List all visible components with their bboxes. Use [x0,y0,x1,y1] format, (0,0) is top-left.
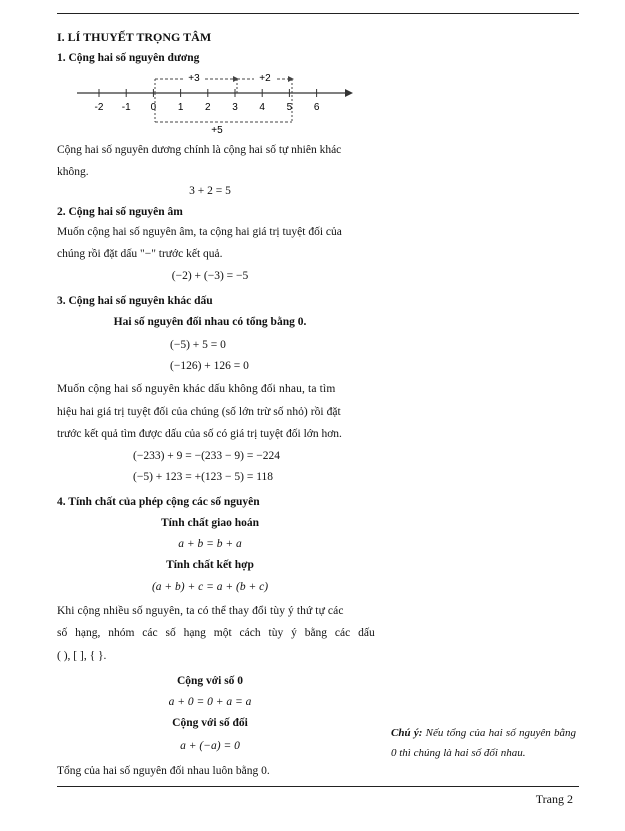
number-line-tick-label: -1 [121,102,131,113]
sec3-para-line2: hiệu hai giá trị tuyệt đối của chúng (số lớn trừ số nhỏ) rồi đặt [57,406,341,418]
sec3-formula1: (−5) + 5 = 0 [170,339,226,351]
sec2-title: 2. Cộng hai số nguyên âm [57,206,183,218]
top-rule [57,13,579,14]
side-note-label: Chú ý: [391,727,423,739]
sec4-title: 4. Tính chất của phép cộng các số nguyên [57,496,260,508]
sec4-para-line3: ( ), [ ], { }. [57,650,107,662]
number-line-tick-label: 1 [177,102,184,113]
prop1-title: Tính chất giao hoán [160,517,260,529]
sec3-subtitle: Hai số nguyên đối nhau có tổng bằng 0. [113,316,307,328]
sec3-formula2: (−126) + 126 = 0 [170,360,249,372]
sec1-para-line2: không. [57,166,89,178]
number-line-tick-label: 4 [259,102,265,113]
number-line-tick-label: 5 [286,102,293,113]
number-line-arrow [345,89,353,97]
prop4-formula: a + (−a) = 0 [180,740,240,752]
sec3-formula4: (−5) + 123 = +(123 − 5) = 118 [133,471,274,483]
prop3-title: Cộng với số 0 [176,675,244,687]
sec3-para-line3: trước kết quả tìm được dấu của số có giá trị tuyệt đối lớn hơn. [57,428,342,440]
sec2-para-line1: Muốn cộng hai số nguyên âm, ta cộng hai giá trị tuyệt đối của [57,226,342,238]
sec1-formula: 3 + 2 = 5 [189,185,231,197]
sec2-formula: (−2) + (−3) = −5 [171,270,249,282]
number-line-tick-label: 6 [313,102,320,113]
section-heading: I. LÍ THUYẾT TRỌNG TÂM [57,30,212,44]
prop4-title: Cộng với số đối [172,717,248,729]
number-line-tick-label: 3 [232,102,238,113]
side-note-text: Nếu tổng của hai số nguyên bằng 0 thì chúng là hai số đối nhau. [391,727,576,759]
label-plus5: +5 [211,125,223,136]
label-plus3: +3 [188,73,200,84]
number-line-tick-label: -2 [94,102,104,113]
number-line-tick-label: 0 [150,102,157,113]
sec1-para-line1: Cộng hai số nguyên dương chính là cộng hai số tự nhiên khác [57,144,342,156]
prop1-formula: a + b = b + a [178,538,242,550]
prop2-title: Tính chất kết hợp [166,559,254,571]
sec4-closing: Tổng của hai số nguyên đối nhau luôn bằng 0. [57,765,270,777]
number-line-figure [77,70,353,136]
bottom-rule [57,786,579,787]
label-plus2: +2 [259,73,271,84]
sec1-title: 1. Cộng hai số nguyên dương [57,52,200,64]
number-line-tick-label: 2 [205,102,211,113]
sec3-title: 3. Cộng hai số nguyên khác dấu [57,295,213,307]
sec3-para-line1: Muốn cộng hai số nguyên khác dấu không đối nhau, ta tìm [57,383,336,395]
sec4-para-line1: Khi cộng nhiều số nguyên, ta có thể thay đổi tùy ý thứ tự các [57,605,344,617]
sec2-para-line2: chúng rồi đặt dấu "−" trước kết quả. [57,248,223,260]
prop2-formula: (a + b) + c = a + (b + c) [151,581,269,593]
page-number: Trang 2 [535,792,573,806]
side-note [391,723,576,763]
sec3-formula3: (−233) + 9 = −(233 − 9) = −224 [133,450,280,462]
prop3-formula: a + 0 = 0 + a = a [168,696,252,708]
sec4-para-line2: số hạng, nhóm các số hạng một cách tùy ý bằng các dấu [57,627,375,639]
